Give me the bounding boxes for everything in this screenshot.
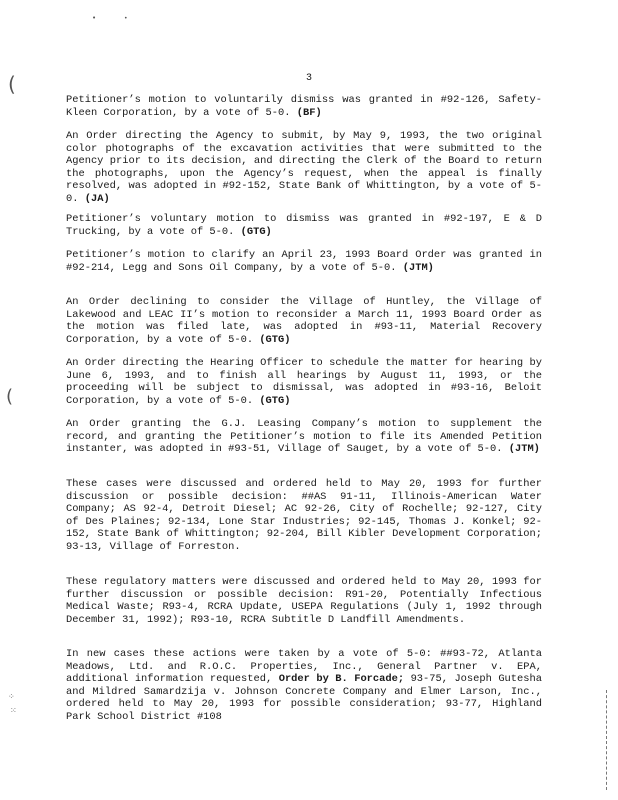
initials: (JA) bbox=[84, 192, 110, 205]
paragraph-9 bbox=[66, 576, 542, 626]
paragraph-text: 93-75, Joseph Gutesha and Mildred Samardzija v. Johnson Concrete Company and Elmer Larson, Inc., ordered held to May 20, 1993 for possible consideration; 93-77, Highland Park School District #108 bbox=[66, 673, 542, 723]
scan-speck: • bbox=[92, 14, 97, 22]
paragraph-4 bbox=[66, 249, 542, 274]
initials: (GTG) bbox=[259, 394, 291, 407]
scan-speck: • bbox=[124, 15, 128, 22]
page-number: 3 bbox=[305, 73, 312, 84]
paragraph-text: An Order directing the Hearing Officer to schedule the matter for hearing by June 6, 1993, and to finish all hearings by August 11, 1993, or the proceeding will be subject to dismissal, was adopted in #93-16, Beloit Corporation, by a vote of 5-0. bbox=[66, 357, 542, 407]
paragraph-6 bbox=[66, 357, 542, 407]
paragraph-text: These cases were discussed and ordered held to May 20, 1993 for further discussion or possible decision: ##AS 91-11, Illinois-American Water Company; AS 92-4, Detroit Diesel; AC 92-26, City of Rochelle; 92-127, City of Des Plaines; 92-134, Lone Star Industries; 92-145, Thomas J. Konkel; 92-152, State Bank of Whittington; 92-204, Bill Kibler Development Corporation; 93-13, Village of Forreston. bbox=[66, 478, 542, 553]
paragraph-text: Petitioner’s motion to clarify an April 23, 1993 Board Order was granted in #92-214, Legg and Sons Oil Company, by a vote of 5-0. bbox=[66, 249, 542, 274]
paragraph-7 bbox=[66, 418, 542, 456]
paragraph-text: Petitioner’s voluntary motion to dismiss was granted in #92-197, E & D Trucking, by a vote of 5-0. bbox=[66, 213, 542, 238]
initials: (GTG) bbox=[240, 225, 272, 238]
paragraph-3 bbox=[66, 213, 542, 238]
bold-order-text: Order by B. Forcade; bbox=[278, 673, 405, 686]
paragraph-text: An Order granting the G.J. Leasing Company’s motion to supplement the record, and granting the Petitioner’s motion to file its Amended Petition instanter, was adopted in #93-51, Village of Sauget, by a vote of 5-0. bbox=[66, 418, 542, 456]
initials: (BF) bbox=[296, 106, 322, 119]
paragraph-8 bbox=[66, 478, 542, 554]
paragraph-1 bbox=[66, 94, 542, 119]
initials: (JTM) bbox=[402, 261, 434, 274]
paragraph-text: Petitioner’s motion to voluntarily dismiss was granted in #92-126, Safety-Kleen Corporation, by a vote of 5-0. bbox=[66, 94, 542, 119]
paragraph-2 bbox=[66, 130, 542, 206]
scan-speck: ⁘ bbox=[8, 692, 15, 701]
scan-bracket-mark: ( bbox=[8, 72, 16, 96]
paragraph-5 bbox=[66, 296, 542, 346]
paragraph-text: An Order declining to consider the Village of Huntley, the Village of Lakewood and LEAC II’s motion to reconsider a March 11, 1993 Board Order as the motion was filed late, was adopted in #93-11, Material Recovery Corporation, by a vote of 5-0. bbox=[66, 296, 542, 346]
paragraph-10 bbox=[66, 648, 542, 724]
scan-bracket-mark: ( bbox=[6, 386, 14, 407]
initials: (GTG) bbox=[259, 333, 291, 346]
scan-speck: ⁙ bbox=[10, 706, 17, 715]
paragraph-text: An Order directing the Agency to submit, by May 9, 1993, the two original color photographs of the excavation activities that were submitted to the Agency prior to its decision, and directing the Clerk of the Board to return the photographs, upon the Agency’s request, when the appeal is finally resolved, was adopted in #92-152, State Bank of Whittington, by a vote of 5-0. bbox=[66, 130, 542, 205]
paragraph-text: In new cases these actions were taken by a vote of 5-0: ##93-72, Atlanta Meadows, Ltd. and R.O.C. Properties, Inc., General Partner v. EPA, additional information requested, bbox=[66, 648, 542, 686]
initials: (JTM) bbox=[508, 443, 540, 456]
paragraph-text: These regulatory matters were discussed and ordered held to May 20, 1993 for further discussion or possible decision: R91-20, Potentially Infectious Medical Waste; R93-4, RCRA Update, USEPA Regulations (July 1, 1992 through December 31, 1992); R93-10, RCRA Subtitle D Landfill Amendments. bbox=[66, 576, 542, 626]
scan-edge-line bbox=[606, 690, 607, 790]
